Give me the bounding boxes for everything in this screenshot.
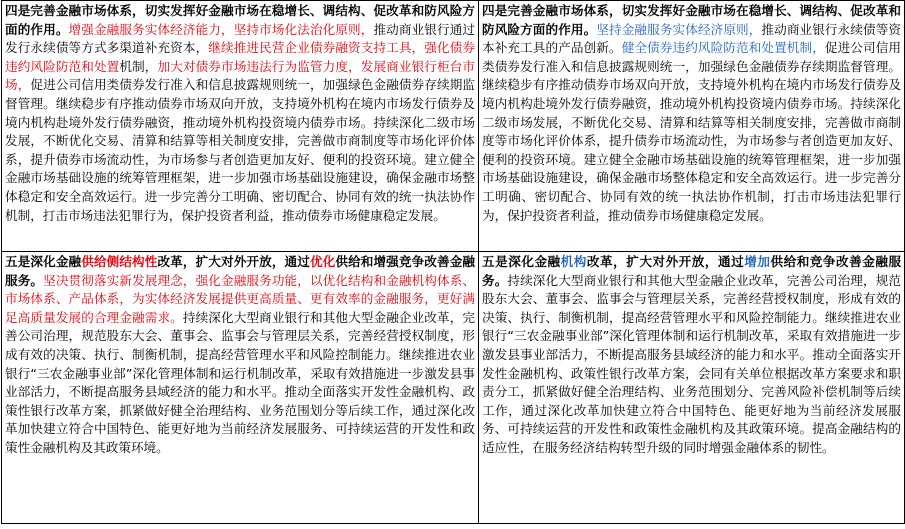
table-row [2,1,905,252]
section-heading: 四是完善金融市场体系，切实发挥好金融市场在稳增长、调结构、促改革和防风险方面的作用。 [482,3,901,37]
section-heading: 四是完善金融市场体系，切实发挥好金融市场在稳增长、调结构、促改革和防风险方面的作用。 [5,3,475,37]
removed-heading-text: 增加 [744,254,771,269]
right-cell-section-5 [479,252,905,524]
body-text: 机制， [119,58,158,74]
added-text: 坚决贯彻落实新发展理念，强化金融服务功能，以优化结构和金融机构体系、市场体系、产品体系，为实体经济发展提供更高质量、更有效率的金融服务，更好满足高质量发展的合理金融需求。 [5,272,476,325]
removed-text: 坚持金融服务实体经济原则， [596,21,762,37]
body-text: 持续深化大型商业银行和其他大型金融企业改革，完善公司治理，规范股东大会、董事会、监事会与管理层关系，完善经营授权制度，形成有效的决策、执行、制衡机制，提高经营管理水平和风险控制能力。继续推进农业银行“三农金融事业部”深化管理体制和运行机制改革，采取有效措施进一步激发县事业部活力，不断提高服务县域经济的能力和水平。推动全面落实开发性金融机构、政策性银行改革方案，抓紧做好健全治理结构、业务范围划分等后续工作，通过深化改革加快建立符合中国特色、能更好地为当前经济发展服务、可持续运营的开发性和政策性金融机构及其政策环境。 [5,309,476,455]
added-heading-text: 优化 [309,254,336,269]
body-text: 持续深化大型商业银行和其他大型金融企业改革，完善公司治理，规范股东大会、董事会、监事会与管理层关系，完善经营授权制度，形成有效的决策、执行、制衡机制，提高经营管理水平和风险控制能力。继续推进农业银行“三农金融事业部”深化管理体制和运行机制改革，采取有效措施进一步激发县事业部活力，不断提高服务县域经济的能力和水平。推动全面落实开发性金融机构、政策性银行改革方案，会同有关单位根据改革方案要求和职责分工，抓紧做好健全治理结构、业务范围划分、完善风险补偿机制等后续工作，通过深化改革加快建立符合中国特色、能更好地为当前经济发展服务、可持续运营的开发性和政策性金融机构及其政策环境。提高金融结构的适应性，在服务经济结构转型升级的同时增强金融体系的韧性。 [482,272,902,455]
removed-text: 健全债券违约风险防范和处置机制， [621,40,825,56]
added-text: 继续推进民营企业债券融资支持工具，强化债券违约风险防范和处置 [5,40,476,74]
section-heading: 改革，扩大对外开放，通过 [586,254,745,269]
left-cell-section-4 [2,1,479,252]
left-cell-section-5 [2,252,479,524]
table-row [2,252,905,524]
body-text: 推动商业银行永续债等资本补充工具的产品创新。 [482,21,902,56]
section-heading: 五是深化金融 [5,254,82,269]
removed-heading-text: 机构 [560,254,587,269]
comparison-table [1,0,905,524]
section-heading: 供给和增强竞争改善金融服务。 [5,254,476,288]
section-heading: 五是深化金融 [482,254,561,269]
body-text: 推动商业银行通过发行永续债等方式多渠道补充资本， [5,21,476,56]
body-text: 促进公司信用类债券发行准入和信息披露规则统一，加强绿色金融债券存续期监督管理。继续稳步有序推动债券市场双向开放，支持境外机构在境内市场发行债券及境内机构赴境外发行债券融资，推动境外机构投资境内债券市场。持续深化二级市场发展，不断优化交易、清算和结算等相关制度安排，完善做市商制度等市场化评价体系，提升债券市场流动性，为市场参与者创造更加友好、便利的投资环境。建立健全金融市场基础设施的统筹管理框架，进一步加强市场基础设施建设，确保金融市场整体稳定和安全高效运行。进一步完善分工明确、密切配合、协同有效的统一执法协作机制，打击市场违法犯罪行为，保护投资者利益，推动债券市场健康稳定发展。 [5,77,476,223]
added-text: 加大对债券市场违法行为监管力度，发展商业银行柜台市场， [5,58,476,93]
right-cell-section-4 [479,1,905,252]
added-text: 增强金融服务实体经济能力，坚持市场化法治化原则， [68,21,374,37]
body-text: 促进公司信用类债券发行准入和信息披露规则统一，加强绿色金融债券存续期监督管理。继续稳步有序推动债券市场双向开放，支持境外机构在境内市场发行债券及境内机构赴境外发行债券融资，推动境外机构投资境内债券市场。持续深化二级市场发展，不断优化交易、清算和结算等相关制度安排，完善做市商制度等市场化评价体系，提升债券市场流动性，为市场参与者创造更加友好、便利的投资环境。建立健全金融市场基础设施的统筹管理框架，进一步加强市场基础设施建设，确保金融市场整体稳定和安全高效运行。进一步完善分工明确、密切配合、协同有效的统一执法协作机制，打击市场违法犯罪行为，保护投资者利益，推动债券市场健康稳定发展。 [482,40,902,223]
section-heading: 供给和竞争改善金融服务。 [482,254,902,288]
section-heading: 改革，扩大对外开放，通过 [157,254,310,269]
added-heading-text: 供给侧结构性 [81,254,158,269]
